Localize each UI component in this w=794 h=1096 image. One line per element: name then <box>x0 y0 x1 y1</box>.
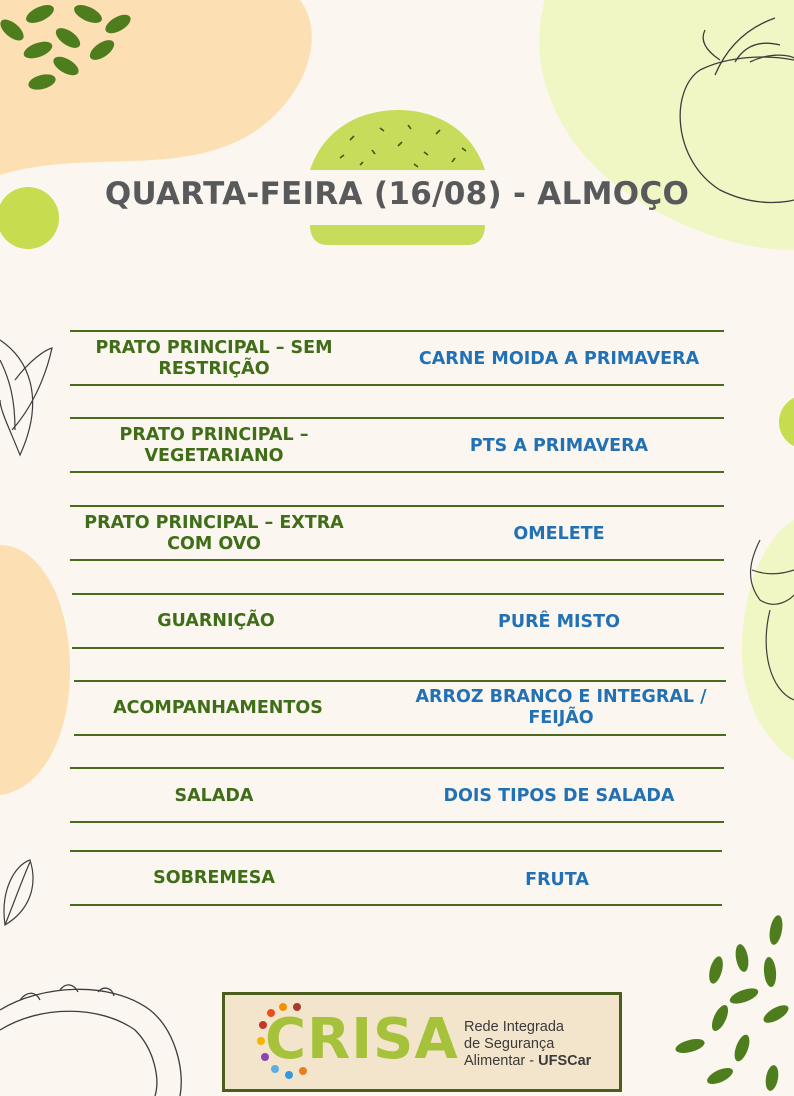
menu-row-dessert <box>70 850 722 906</box>
menu-row-value: OMELETE <box>513 524 605 544</box>
crisa-logo-text: CRISA <box>265 1007 459 1072</box>
menu-row-label: ACOMPANHAMENTOS <box>113 698 323 718</box>
row-top-rule <box>70 330 724 332</box>
lime-blob-top-right <box>539 0 794 250</box>
row-bottom-rule <box>70 471 724 473</box>
menu-row-value: CARNE MOIDA A PRIMAVERA <box>418 349 700 369</box>
small-leaf-outline-icon <box>4 860 33 925</box>
green-dot-right <box>779 395 794 449</box>
network-line-3 <box>464 1053 591 1070</box>
menu-row-label: SOBREMESA <box>153 868 275 888</box>
menu-row-accompaniments <box>74 680 726 736</box>
green-seeds-bottom-right-icon <box>674 914 791 1092</box>
lime-blob-right <box>742 520 794 760</box>
menu-row-value: DOIS TIPOS DE SALADA <box>443 786 675 806</box>
menu-row-main-vegetarian <box>70 417 724 473</box>
menu-row-main-egg <box>70 505 724 561</box>
menu-row-side-dish <box>72 593 724 649</box>
taco-outline-icon <box>0 985 181 1096</box>
row-top-rule <box>70 505 724 507</box>
menu-row-label: PRATO PRINCIPAL – VEGETARIANO <box>119 425 309 466</box>
row-bottom-rule <box>70 821 724 823</box>
menu-row-label: SALADA <box>174 786 254 806</box>
row-top-rule <box>70 850 722 852</box>
row-bottom-rule <box>74 734 726 736</box>
menu-row-main-no-restriction <box>70 330 724 386</box>
network-line-3-text: Alimentar - <box>464 1053 539 1069</box>
network-line-2: de Segurança <box>464 1036 555 1052</box>
network-name <box>464 1019 591 1070</box>
row-top-rule <box>70 417 724 419</box>
row-bottom-rule <box>72 647 724 649</box>
menu-row-value: ARROZ BRANCO E INTEGRAL / FEIJÃO <box>415 687 707 728</box>
burger-top-bun <box>310 110 485 170</box>
menu-row-label: PRATO PRINCIPAL – SEM RESTRIÇÃO <box>95 338 333 379</box>
row-top-rule <box>72 593 724 595</box>
row-top-rule <box>74 680 726 682</box>
menu-row-salad <box>70 767 724 823</box>
menu-row-label: PRATO PRINCIPAL – EXTRA COM OVO <box>84 513 344 554</box>
peach-blob-left <box>0 545 70 795</box>
row-bottom-rule <box>70 559 724 561</box>
row-bottom-rule <box>70 384 724 386</box>
burger-bottom-bun <box>310 225 485 245</box>
menu-row-value: PTS A PRIMAVERA <box>469 436 649 456</box>
page-title: QUARTA-FEIRA (16/08) - ALMOÇO <box>104 176 690 212</box>
menu-row-label: GUARNIÇÃO <box>157 611 275 631</box>
row-bottom-rule <box>70 904 722 906</box>
crisa-footer-box <box>222 992 622 1092</box>
leaf-outline-left-icon <box>0 340 52 455</box>
row-top-rule <box>70 767 724 769</box>
network-line-1: Rede Integrada <box>464 1019 564 1035</box>
network-org: UFSCar <box>538 1053 592 1069</box>
menu-row-value: PURÊ MISTO <box>498 612 620 632</box>
menu-row-value: FRUTA <box>525 870 589 890</box>
